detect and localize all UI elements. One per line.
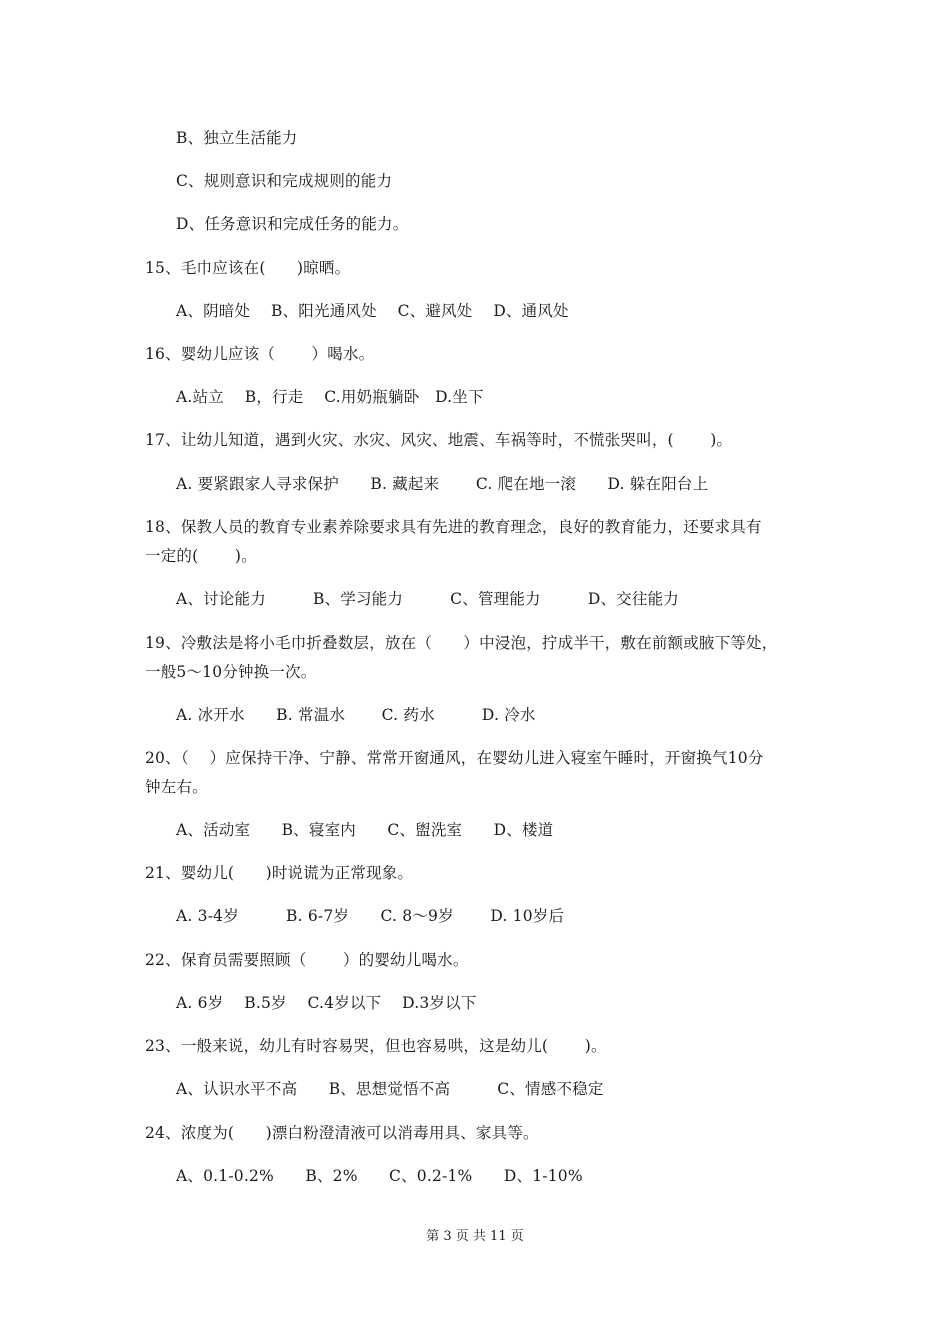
option-line: C、规则意识和完成规则的能力 [176, 172, 393, 190]
option-line: D、任务意识和完成任务的能力。 [176, 215, 409, 233]
option-line: A、阴暗处 B、阳光通风处 C、避风处 D、通风处 [176, 302, 569, 320]
page-footer: 第 3 页 共 11 页 [426, 1229, 524, 1244]
option-line: B、独立生活能力 [176, 129, 298, 147]
option-line: A. 3-4岁 B. 6-7岁 C. 8～9岁 D. 10岁后 [176, 907, 565, 925]
question-line: 一定的( )。 [145, 547, 257, 565]
option-line: A、认识水平不高 B、思想觉悟不高 C、情感不稳定 [176, 1080, 604, 1098]
option-line: A、讨论能力 B、学习能力 C、管理能力 D、交往能力 [176, 590, 679, 608]
option-line: A.站立 B，行走 C.用奶瓶躺卧 D.坐下 [176, 388, 484, 406]
question-line: 钟左右。 [145, 778, 208, 796]
option-line: A、0.1-0.2% B、2% C、0.2-1% D、1-10% [176, 1167, 583, 1185]
question-line: 一般5～10分钟换一次。 [145, 663, 317, 681]
question-line: 22、保育员需要照顾（ ）的婴幼儿喝水。 [145, 951, 469, 969]
question-line: 16、婴幼儿应该（ ）喝水。 [145, 345, 375, 363]
question-line: 24、浓度为( )漂白粉澄清液可以消毒用具、家具等。 [145, 1124, 539, 1142]
option-line: A、活动室 B、寝室内 C、盥洗室 D、楼道 [176, 821, 554, 839]
option-line: A. 冰开水 B. 常温水 C. 药水 D. 冷水 [176, 706, 536, 724]
question-line: 19、冷敷法是将小毛巾折叠数层，放在（ ）中浸泡，拧成半干，敷在前额或腋下等处， [145, 634, 778, 652]
option-line: A. 6岁 B.5岁 C.4岁以下 D.3岁以下 [176, 994, 477, 1012]
question-line: 15、毛巾应该在( )晾晒。 [145, 259, 351, 277]
question-line: 21、婴幼儿( )时说谎为正常现象。 [145, 864, 414, 882]
question-line: 23、一般来说，幼儿有时容易哭，但也容易哄，这是幼儿( )。 [145, 1037, 607, 1055]
question-line: 20、（ ）应保持干净、宁静、常常开窗通风，在婴幼儿进入寝室午睡时，开窗换气10分 [145, 749, 764, 767]
question-line: 18、保教人员的教育专业素养除要求具有先进的教育理念，良好的教育能力，还要求具有 [145, 518, 762, 536]
question-line: 17、让幼儿知道，遇到火灾、水灾、风灾、地震、车祸等时，不慌张哭叫，( )。 [145, 431, 733, 449]
option-line: A. 要紧跟家人寻求保护 B. 藏起来 C. 爬在地一滚 D. 躲在阳台上 [176, 475, 709, 493]
